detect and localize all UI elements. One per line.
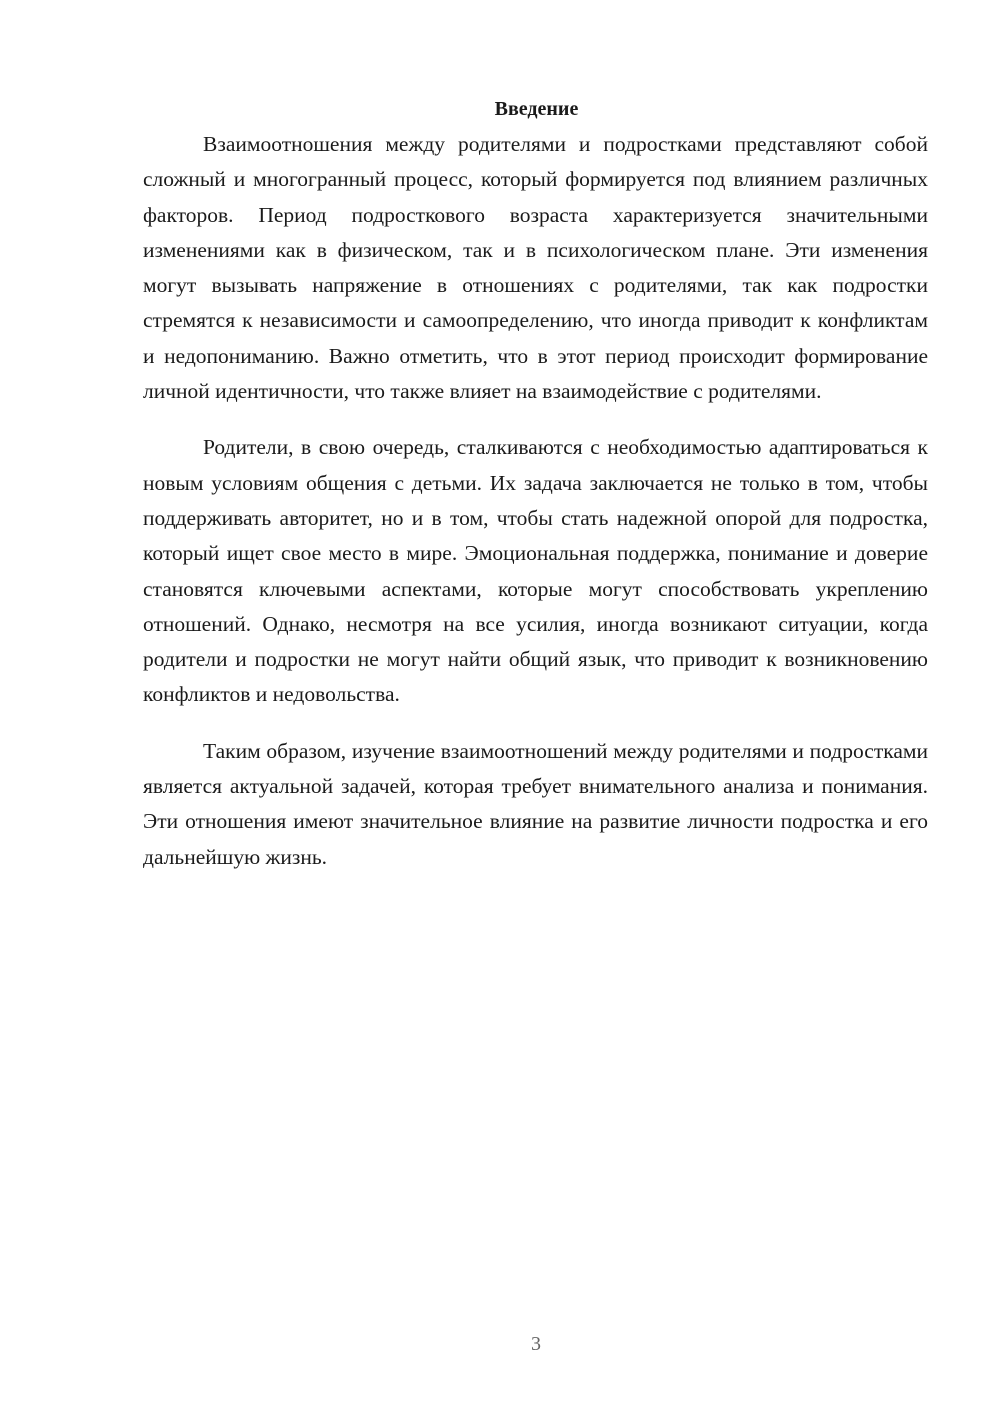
page-content: [143, 92, 928, 875]
page-number: 3: [531, 1333, 541, 1355]
section-title: Введение: [494, 98, 579, 120]
paragraph-1: Взаимоотношения между родителями и подростками представляют собой сложный и многогранный процесс, который формируется под влиянием различных факторов. Период подросткового возраста характеризуется значительными изменениями как в физическом, так и в психологическом плане. Эти изменения могут вызывать напряжение в отношениях с родителями, так как подростки стремятся к независимости и самоопределению, что иногда приводит к конфликтам и недопониманию. Важно отметить, что в этот период происходит формирование личной идентичности, что также влияет на взаимодействие с родителями.: [143, 132, 928, 404]
paragraph-3: Таким образом, изучение взаимоотношений между родителями и подростками является актуальной задачей, которая требует внимательного анализа и понимания. Эти отношения имеют значительное влияние на развитие личности подростка и его дальнейшую жизнь.: [143, 738, 928, 869]
paragraph-2: Родители, в свою очередь, сталкиваются с необходимостью адаптироваться к новым условиям общения с детьми. Их задача заключается не только в том, чтобы поддерживать авторитет, но и в том, чтобы стать надежной опорой для подростка, который ищет свое место в мире. Эмоциональная поддержка, понимание и доверие становятся ключевыми аспектами, которые могут способствовать укреплению отношений. Однако, несмотря на все усилия, иногда возникают ситуации, когда родители и подростки не могут найти общий язык, что приводит к возникновению конфликтов и недовольства.: [143, 435, 928, 707]
